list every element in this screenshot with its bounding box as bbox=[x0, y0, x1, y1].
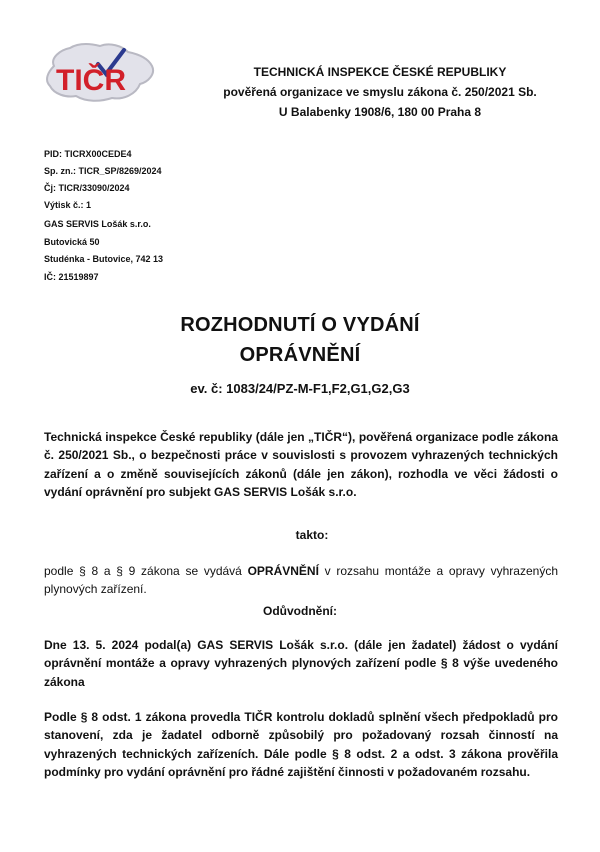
issuer-header bbox=[160, 62, 600, 122]
document-title-line1: ROZHODNUTÍ O VYDÁNÍ bbox=[180, 314, 420, 336]
decision-text-post: v rozsahu montáže a opravy vyhrazených plynových zařízení. bbox=[44, 564, 558, 597]
issuer-status: pověřená organizace ve smyslu zákona č. 250/2021 Sb. bbox=[223, 85, 537, 99]
decision-keyword: OPRÁVNĚNÍ bbox=[247, 564, 319, 578]
recipient-ic: IČ: 21519897 bbox=[44, 271, 99, 282]
takto-label: takto: bbox=[295, 528, 329, 542]
issuer-address: U Balabenky 1908/6, 180 00 Praha 8 bbox=[278, 105, 482, 119]
recipient-street: Butovická 50 bbox=[44, 236, 100, 247]
logo-text: TIČR bbox=[56, 64, 126, 97]
document-metadata bbox=[44, 146, 162, 214]
justification-heading: Odůvodnění: bbox=[263, 604, 337, 618]
file-reference: Sp. zn.: TICR_SP/8269/2024 bbox=[44, 166, 162, 176]
decision-text-pre: podle § 8 a § 9 zákona se vydává bbox=[44, 564, 248, 578]
registration-number: ev. č: 1083/24/PZ-M-F1,F2,G1,G2,G3 bbox=[190, 381, 410, 396]
copy-number: Výtisk č.: 1 bbox=[44, 200, 92, 210]
justification-paragraph-1: Dne 13. 5. 2024 podal(a) GAS SERVIS Lošák s.r.o. (dále jen žadatel) žádost o vydání oprávnění montáže a opravy vyhrazených plynových zařízení podle § 8 výše uvedeného zákona bbox=[44, 638, 558, 689]
pid: PID: TICRX00CEDE4 bbox=[44, 149, 132, 159]
justification-paragraph-2: Podle § 8 odst. 1 zákona provedla TIČR kontrolu dokladů splnění všech předpokladů pro stanovení, zda je žadatel odborně způsobilý pro požadovaný rozsah činností na vyhrazených technických zařízeních. Dále podle § 8 odst. 2 a odst. 3 zákona prověřila podmínky pro vydání oprávnění pro řádné zajištění činnosti v požadovaném rozsahu. bbox=[44, 710, 558, 779]
issuer-name: TECHNICKÁ INSPEKCE ČESKÉ REPUBLIKY bbox=[253, 65, 507, 79]
recipient-name: GAS SERVIS Lošák s.r.o. bbox=[44, 219, 151, 229]
recipient-city: Studénka - Butovice, 742 13 bbox=[44, 254, 164, 264]
reference-number: Čj: TICR/33090/2024 bbox=[44, 183, 130, 193]
decision-paragraph bbox=[44, 562, 558, 599]
intro-paragraph: Technická inspekce České republiky (dále jen „TIČR“), pověřená organizace podle zákona č. 250/2021 Sb., o bezpečnosti práce v souvislosti s provozem vyhrazených technických zařízení a o změně souvisejících zákonů (dále jen zákon), rozhodla ve věci žádosti o vydání oprávnění pro subjekt GAS SERVIS Lošák s.r.o. bbox=[44, 430, 558, 499]
recipient-address bbox=[44, 216, 163, 286]
document-title-line2: OPRÁVNĚNÍ bbox=[239, 344, 361, 366]
ticr-logo bbox=[40, 36, 158, 110]
